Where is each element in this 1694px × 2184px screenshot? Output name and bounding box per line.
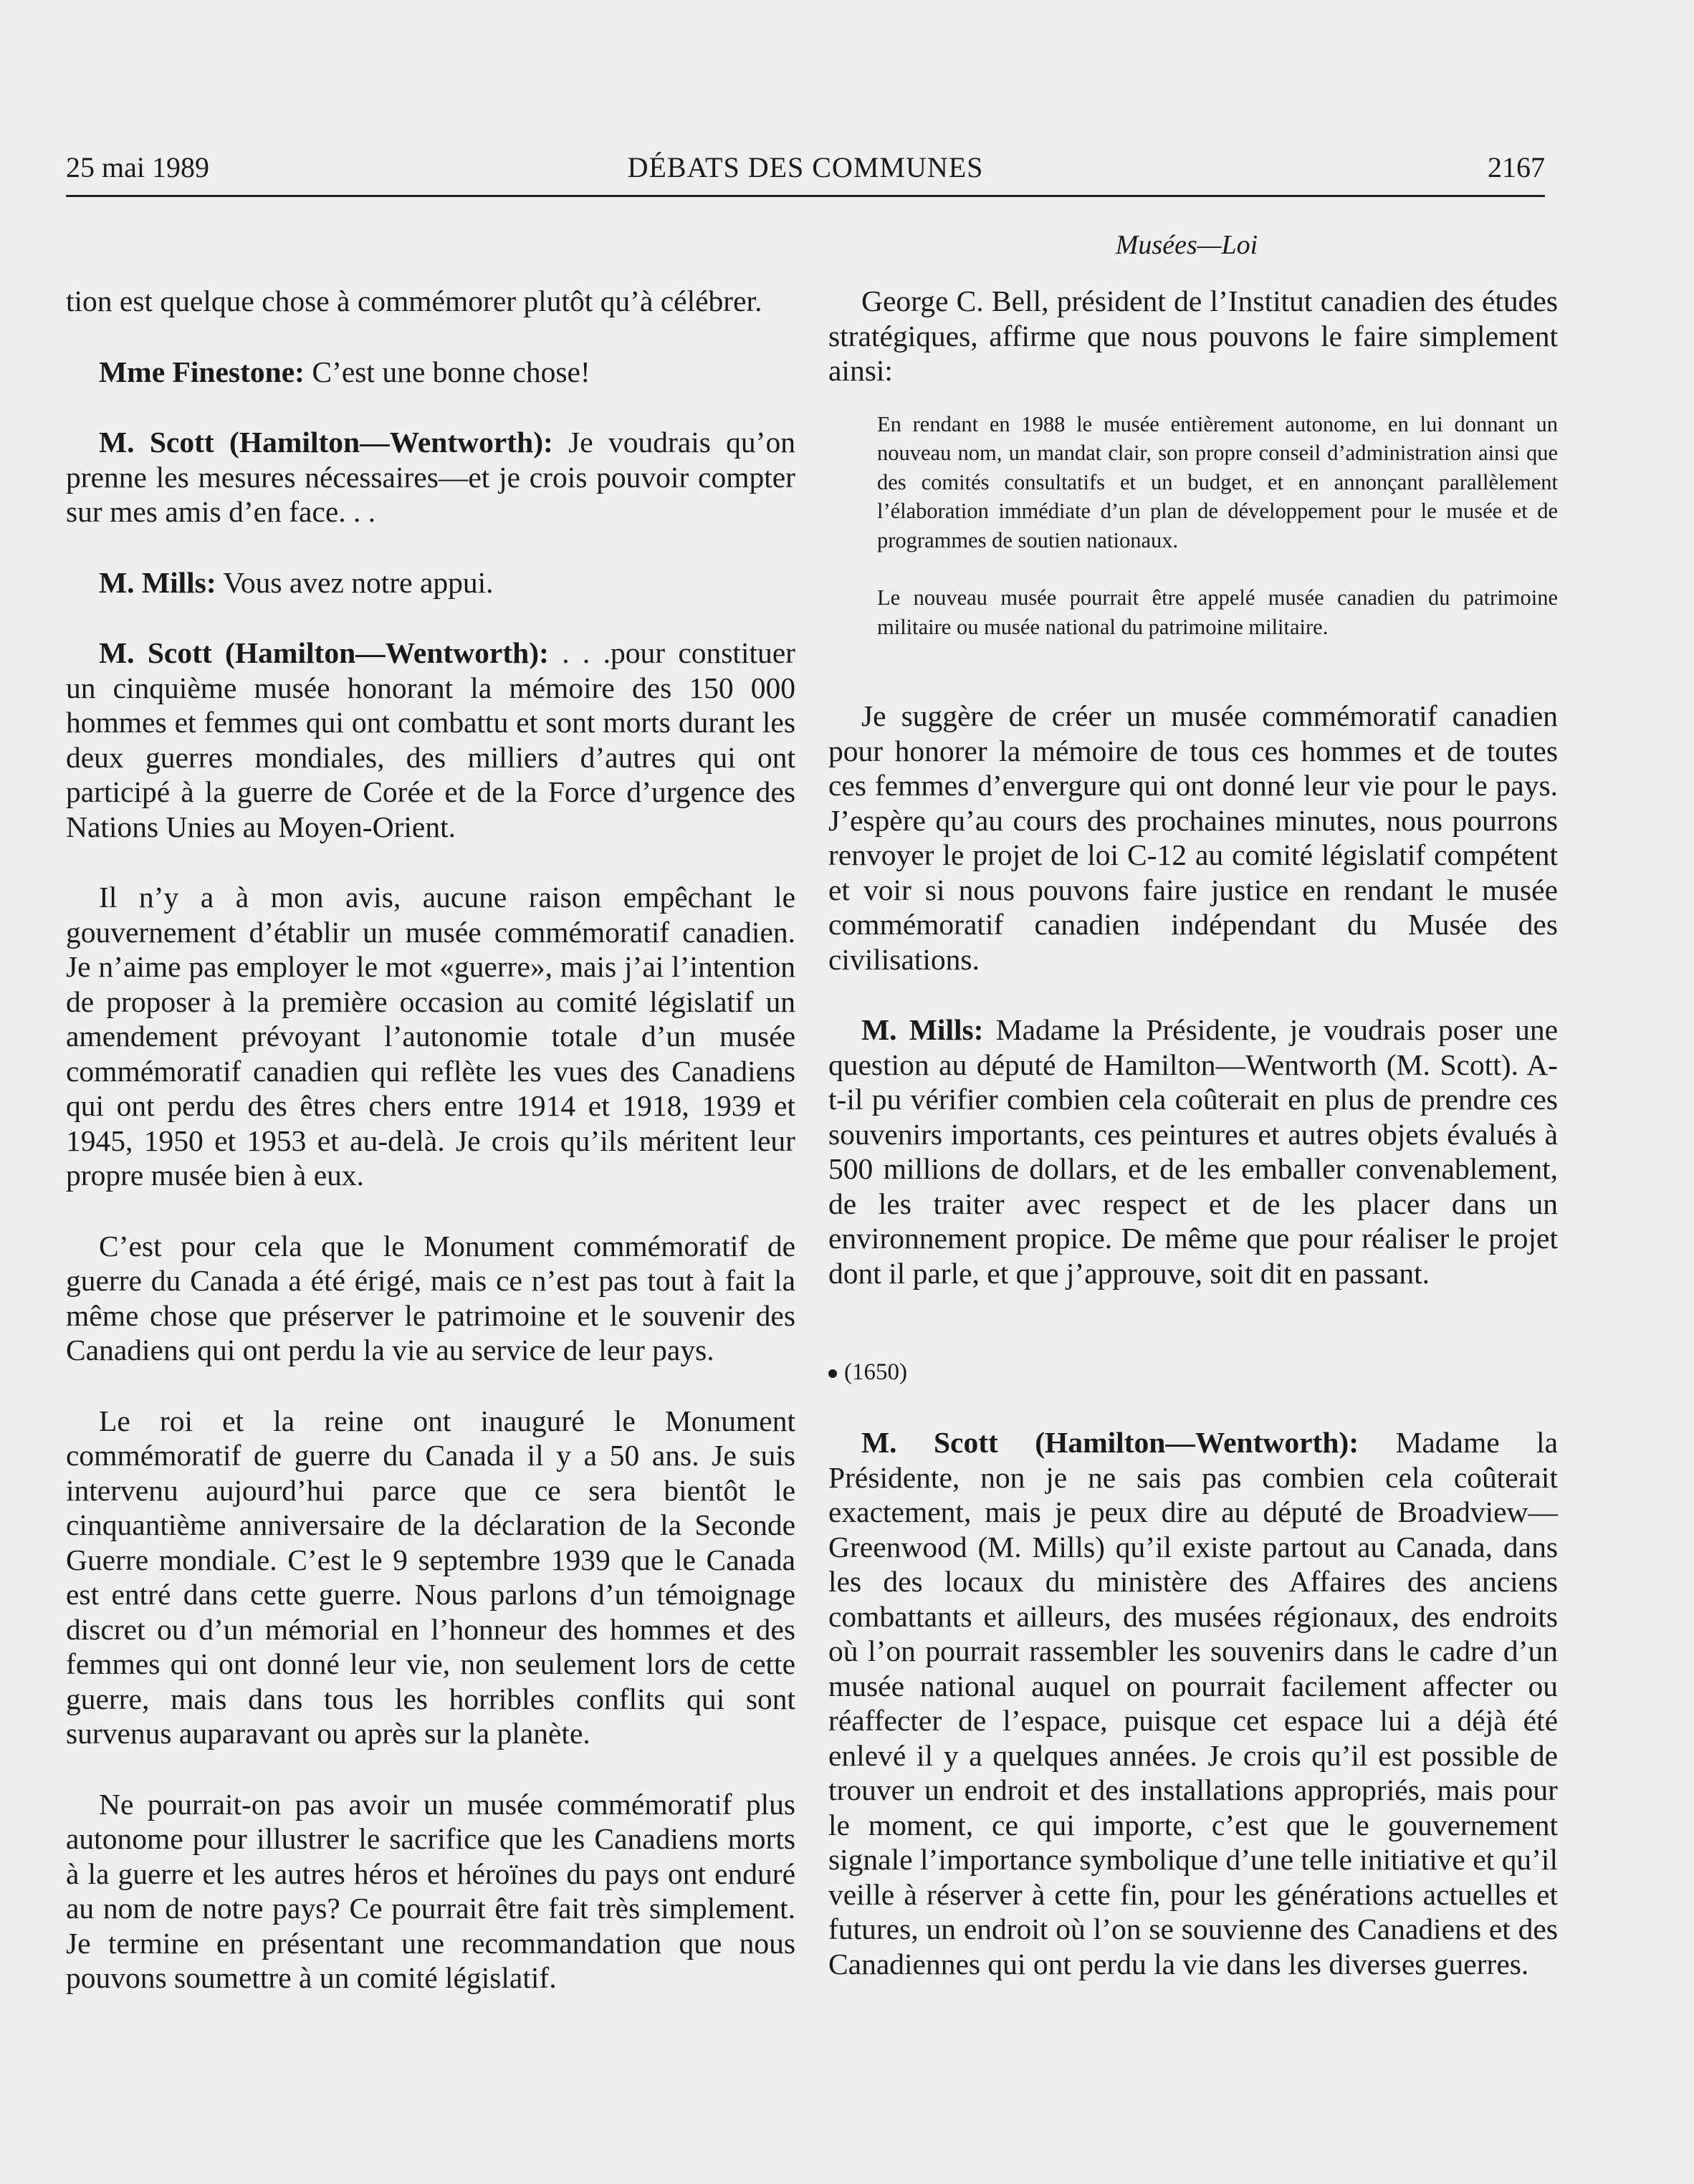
page-header — [66, 150, 1545, 196]
header-title: DÉBATS DES COMMUNES — [627, 151, 984, 183]
speech-text: Madame la Présidente, non je ne sais pas combien cela coûterait exactement, mais je peux dire au député de Broadview—Greenwood (M. Mills) qu’il existe partout au Canada, dans les des locaux du ministère des Affaires des anciens combattants et ailleurs, des musées régionaux, des endroits où l’on pourrait rassembler les souvenirs dans le cadre d’un musée national auquel on pourrait facilement affecter ou réaffecter de l’espace, puisque cet espace lui a déjà été enlevé il y a quelques années. Je crois qu’il est possible de trouver un endroit et des installations appropriés, mais pour le moment, ce qui importe, c’est que le gouvernement signale l’importance symbolique d’une telle initiative et qu’il veille à réserver à cette fin, pour les générations actuelles et futures, un endroit où l’on se souvienne des Canadiens et des Canadiennes qui ont perdu la vie dans les diverses guerres. — [828, 1426, 1559, 1981]
speech-paragraph — [66, 565, 795, 600]
time-marker — [828, 1358, 1558, 1386]
right-column — [828, 284, 1558, 1981]
bullet-icon — [828, 1369, 837, 1378]
speech-text: Madame la Présidente, je voudrais poser une question au député de Hamilton—Wentworth (M. Scott). A-t-il pu vérifier combien cela coûterait en plus de prendre ces souvenirs importants, ces peintures et autres objets évalués à 500 millions de dollars, et de les emballer convenablement, de les traiter avec respect et de les placer dans un environnement propice. De même que pour réaliser le projet dont il parle, et que j’approuve, soit dit en passant. — [828, 1013, 1558, 1290]
speech-text: C’est une bonne chose! — [304, 355, 590, 388]
header-page-number: 2167 — [1488, 151, 1545, 183]
paragraph: Il n’y a à mon avis, aucune raison empêchant le gouvernement d’établir un musée commémoratif canadien. Je n’aime pas employer le mot «guerre», mais j’ai l’intention de proposer à la première occasion au comité législatif un amendement prévoyant l’autonomie totale d’un musée commémoratif canadien qui reflète les vues des Canadiens qui ont perdu des êtres chers entre 1914 et 1918, 1939 et 1945, 1950 et 1953 et au-delà. Je crois qu’ils méritent leur propre musée bien à eux. — [66, 881, 795, 1192]
block-quote: Le nouveau musée pourrait être appelé musée canadien du patrimoine militaire ou musée national du patrimoine militaire. — [877, 585, 1558, 639]
speech-paragraph — [828, 1425, 1558, 1981]
paragraph: C’est pour cela que le Monument commémoratif de guerre du Canada a été érigé, mais ce n’est pas tout à fait la même chose que préserver le patrimoine et le souvenir des Canadiens qui ont perdu la vie au service de leur pays. — [66, 1229, 795, 1366]
header-date: 25 mai 1989 — [66, 151, 209, 183]
speaker-name: Mme Finestone: — [99, 355, 305, 388]
left-column — [66, 284, 795, 1996]
speaker-name: M. Scott (Hamilton—Wentworth): — [99, 426, 553, 459]
paragraph: Le roi et la reine ont inauguré le Monument commémoratif de guerre du Canada il y a 50 ans. Je suis intervenu aujourd’hui parce que ce sera bientôt le cinquantième anniversaire de la déclaration de la Seconde Guerre mondiale. C’est le 9 septembre 1939 que le Canada est entré dans cette guerre. Nous parlons d’un témoignage discret ou d’un mémorial en l’honneur des hommes et des femmes qui ont donné leur vie, non seulement lors de cette guerre, mais dans tous les horribles conflits qui sont survenus auparavant ou après sur la planète. — [66, 1404, 795, 1750]
speech-paragraph — [66, 355, 795, 390]
speech-paragraph — [66, 425, 795, 530]
paragraph: George C. Bell, président de l’Institut canadien des études stratégiques, affirme que nous pouvons le faire simplement ainsi: — [828, 284, 1558, 387]
paragraph: tion est quelque chose à commémorer plutôt qu’à célébrer. — [66, 284, 762, 317]
speaker-name: M. Mills: — [861, 1013, 984, 1046]
speech-paragraph — [66, 636, 795, 844]
speech-text: . . .pour constituer un cinquième musée honorant la mémoire des 150 000 hommes et femmes qui ont combattu et sont morts durant les deux guerres mondiales, des milliers d’autres qui ont participé à la guerre de Corée et de la Force d’urgence des Nations Unies au Moyen-Orient. — [66, 636, 795, 843]
speech-text: Vous avez notre appui. — [216, 565, 494, 599]
speaker-name: M. Mills: — [99, 565, 216, 599]
speech-text: Je voudrais qu’on prenne les mesures nécessaires—et je crois pouvoir compter sur mes amis d’en face. . . — [66, 426, 795, 528]
section-title: Musées—Loi — [1115, 230, 1258, 260]
speaker-name: M. Scott (Hamilton—Wentworth): — [99, 636, 549, 669]
header-rule — [66, 195, 1545, 197]
paragraph: Ne pourrait-on pas avoir un musée commémoratif plus autonome pour illustrer le sacrifice que les Canadiens morts à la guerre et les autres héros et héroïnes du pays ont enduré au nom de notre pays? Ce pourrait être fait très simplement. Je termine en présentant une recommandation que nous pouvons soumettre à un comité législatif. — [66, 1787, 795, 1994]
speech-paragraph — [828, 1012, 1558, 1290]
time-marker-text: (1650) — [844, 1359, 907, 1385]
speaker-name: M. Scott (Hamilton—Wentworth): — [861, 1426, 1359, 1459]
block-quote: En rendant en 1988 le musée entièrement autonome, en lui donnant un nouveau nom, un mandat clair, son propre conseil d’administration ainsi que des comités consultatifs et un budget, et en annonçant parallèlement l’élaboration immédiate d’un plan de développement pour le musée et de programmes de soutien nationaux. — [877, 411, 1558, 552]
paragraph: Je suggère de créer un musée commémoratif canadien pour honorer la mémoire de tous ces hommes et de toutes ces femmes d’envergure qui ont donné leur vie pour le pays. J’espère qu’au cours des prochaines minutes, nous pourrons renvoyer le projet de loi C-12 au comité législatif compétent et voir si nous pouvons faire justice en rendant le musée commémoratif canadien indépendant du Musée des civilisations. — [828, 699, 1558, 976]
